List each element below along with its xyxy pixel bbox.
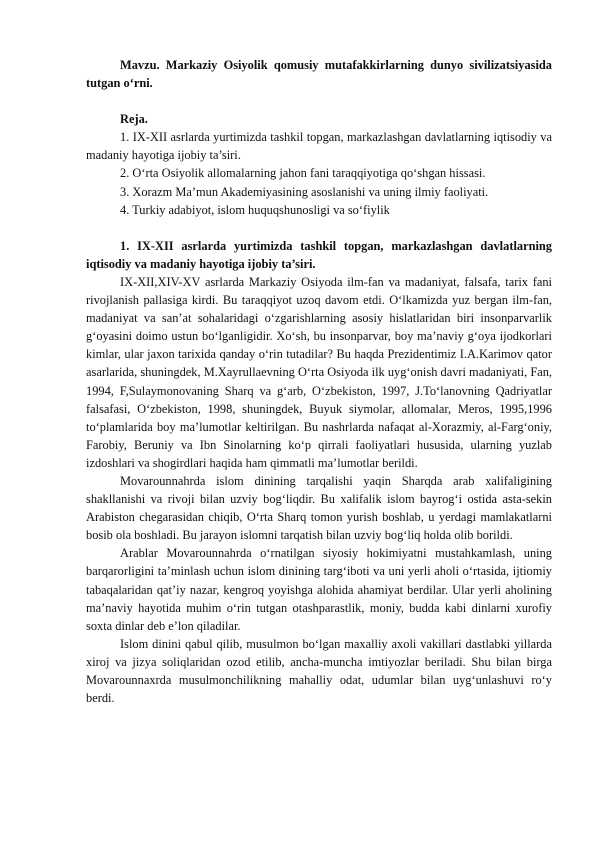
- plan-item: 2. O‘rta Osiyolik allomalarning jahon fani taraqqiyotiga qo‘shgan hissasi.: [120, 166, 486, 181]
- body-paragraph: Arablar Movarounnahrda o‘rnatilgan siyosiy hokimiyatni mustahkamlash, uning barqarorligini ta’minlash uchun islom dinining targ‘iboti va uni yerli aholi o‘rtasida, ijtiomiy tabaqalaridan qat’iy nazar, kengroq yoyishga alohida ahamiyat berdilar. Ular yerli aholining ma’naviy hayotida muhim o‘rin tutgan otashparastlik, moniy, budda kabi dinlarni xurofiy soxta dinlar deb e’lon qiladilar.: [86, 546, 552, 633]
- plan-item: 1. IX-XII asrlarda yurtimizda tashkil topgan, markazlashgan davlatlarning iqtisodiy va madaniy hayotiga ijobiy ta’siri.: [86, 130, 552, 163]
- body-paragraph: Islom dinini qabul qilib, musulmon bo‘lgan maxalliy axoli vakillari dastlabki yillarda xiroj va jizya soliqlaridan ozod etilib, ancha-muncha imtiyozlar beriladi. Shu bilan birga Movarounnaxrda musulmonchilikning mahalliy odat, udumlar bilan uyg‘unlashuvi ro‘y berdi.: [86, 636, 552, 706]
- topic-heading: Mavzu. Markaziy Osiyolik qomusiy mutafakkirlarning dunyo sivilizatsiyasida tutgan o‘rni.: [86, 58, 552, 91]
- spacer: [86, 92, 552, 110]
- body-paragraph: Movarounnahrda islom dinining tarqalishi yaqin Sharqda arab xalifaligining shakllanishi va rivoji bilan uzviy bog‘liqdir. Bu xalifalik islom bayrog‘i ostida asta-sekin Arabiston chegarasidan chiqib, O‘rta Sharq tomon yurish boshlab, u yerdagi mamlakatlarni bosib ola boshladi. Bu jarayon islomni tarqatish bilan uzviy bog‘liq holda olib borildi.: [86, 473, 552, 543]
- section-heading: 1. IX-XII asrlarda yurtimizda tashkil topgan, markazlashgan davlatlarning iqtisodiy va madaniy hayotiga ijobiy ta’siri.: [86, 238, 552, 271]
- plan-item: 4. Turkiy adabiyot, islom huquqshunosligi va so‘fiylik: [120, 202, 390, 217]
- body-paragraph: IX-XII,XIV-XV asrlarda Markaziy Osiyoda ilm-fan va madaniyat, falsafa, tarix fani rivojlanish pallasiga kirdi. Bu taraqqiyot uzoq davom etdi. O‘lkamizda yuz bergan ilm-fan, madaniyat va san’at sohalaridagi o‘zgarishlarning asosiy hislatlaridan biri insonparvarlik g‘oyasini doimo ustun bo‘lganligidir. Xo‘sh, bu insonparvar, boy ma’naviy g‘oya ijodkorlari kimlar, ular jaxon tarixida qanday o‘rin tutadilar? Bu haqda Prezidentimiz I.A.Karimov qator asarlarida, shuningdek, M.Xayrullaevning O‘rta Osiyoda ilk uyg‘onish davri madaniyati, Fan, 1994, F,Sulaymonovaning Sharq va g‘arb, O‘zbekiston, 1997, J.To‘lanovning Qadriyatlar falsafasi, O‘zbekiston, 1998, shuningdek, Buyuk siymolar, allomalar, Meros, 1995,1996 to‘plamlarida boy ma’lumotlar keltirilgan. Bu nashrlarda nafaqat al-Xorazmiy, al-Farg‘oniy, Farobiy, Beruniy va Ibn Sinolarning ko‘p qirrali faoliyatlari hususida, ularning yuzlab izdoshlari va shogirdlari haqida ham qimmatli ma’lumotlar berildi.: [86, 274, 552, 470]
- plan-item: 3. Xorazm Ma’mun Akademiyasining asoslanishi va uning ilmiy faoliyati.: [120, 184, 489, 199]
- spacer: [86, 219, 552, 237]
- plan-heading: Reja.: [120, 112, 148, 127]
